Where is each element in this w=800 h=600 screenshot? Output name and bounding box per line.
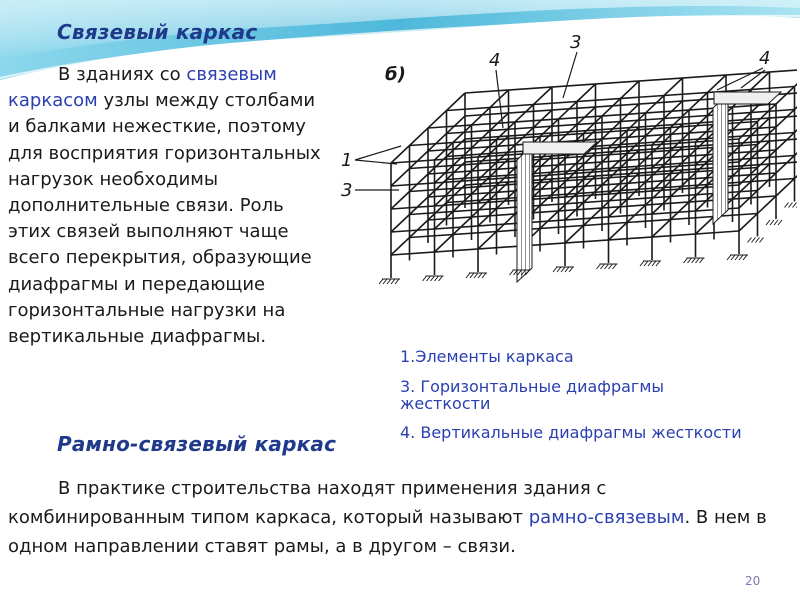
ground-hatch: [656, 261, 660, 266]
ground-hatch: [510, 270, 514, 275]
ground-hatch: [652, 261, 656, 266]
ground-hatch: [743, 255, 747, 260]
ground-hatch: [766, 220, 770, 225]
legend-item-horizontal-diaphragms-text: 3. Горизонтальные диафрагмы жесткости: [400, 377, 665, 413]
body-paragraph-1: [8, 62, 330, 350]
ground-hatch: [395, 279, 399, 284]
ground-hatch: [778, 220, 782, 225]
ground-hatch: [756, 238, 760, 243]
term-link-svyazevyy-karkas: связевым каркасом: [8, 64, 277, 112]
ground-hatch: [688, 258, 692, 263]
ground-hatch: [731, 255, 735, 260]
ground-hatch: [613, 264, 617, 269]
ground-hatch: [727, 255, 731, 260]
ground-hatch: [466, 273, 470, 278]
callout-label-4-right: 4: [759, 48, 771, 69]
ground-hatch: [561, 267, 565, 272]
ground-hatch: [684, 258, 688, 263]
ground-hatch: [379, 279, 383, 284]
ground-hatch: [423, 276, 427, 281]
legend-item-vertical-diaphragms-text: 4. Вертикальные диафрагмы жесткости: [400, 423, 742, 442]
ground-hatch: [735, 255, 739, 260]
ground-hatch: [478, 273, 482, 278]
term-link-ramno-svyazevyy: рамно-связевым: [528, 507, 685, 528]
ground-hatch: [597, 264, 601, 269]
ground-hatch: [692, 258, 696, 263]
ground-hatch: [482, 273, 486, 278]
ground-hatch: [700, 258, 704, 263]
ground-hatch: [601, 264, 605, 269]
ground-hatch: [565, 267, 569, 272]
legend-item-horizontal-diaphragms: [376, 378, 756, 412]
ground-hatch: [793, 203, 797, 208]
ground-hatch: [557, 267, 561, 272]
legend-item-vertical-diaphragms: [376, 424, 756, 441]
callout-label-3-top: 3: [570, 32, 582, 53]
ground-hatch: [648, 261, 652, 266]
callout-label-3-left: 3: [341, 180, 353, 201]
section-subtitle: Рамно-связевый каркас: [57, 432, 337, 456]
ground-hatch: [760, 238, 764, 243]
slide-title: Связевый каркас: [57, 20, 258, 44]
ground-hatch: [748, 238, 752, 243]
ground-hatch: [383, 279, 387, 284]
ground-hatch: [640, 261, 644, 266]
ground-hatch: [789, 203, 793, 208]
ground-hatch: [387, 279, 391, 284]
paragraph-1-intro: В зданиях со: [58, 64, 187, 85]
ground-hatch: [696, 258, 700, 263]
ground-hatch: [785, 203, 789, 208]
ground-hatch: [609, 264, 613, 269]
paragraph-2-body: . В нем в одном направлении ставят рамы, а в другом – связи.: [8, 507, 767, 557]
frame-diagram: [333, 28, 797, 336]
paragraph-1-body: узлы между столбами и балками нежесткие, поэтому для восприятия горизонтальных нагрузок необходимы дополнительные связи. Роль этих связей выполняют чаще всего перекрытия, образующие диафрагмы и передающие горизонтальные нагрузки на вертикальные диафрагмы.: [8, 90, 321, 348]
ground-hatch: [644, 261, 648, 266]
ground-hatch: [739, 255, 743, 260]
legend-item-frame-elements: 1.Элементы каркаса: [400, 347, 574, 366]
figure-panel-label: б): [385, 64, 406, 85]
ground-hatch: [470, 273, 474, 278]
ground-hatch: [797, 203, 798, 208]
ground-hatch: [752, 238, 756, 243]
ground-hatch: [774, 220, 778, 225]
page-number: 20: [745, 574, 761, 588]
callout-label-1: 1: [341, 150, 353, 171]
ground-hatch: [431, 276, 435, 281]
ground-hatch: [569, 267, 573, 272]
ground-hatch: [427, 276, 431, 281]
callout-label-4-left: 4: [489, 50, 501, 71]
ground-hatch: [439, 276, 443, 281]
ground-hatch: [553, 267, 557, 272]
body-paragraph-2: [8, 474, 778, 561]
paragraph-2-intro: В практике строительства находят применения здания с комбинированным типом каркаса, который называют: [8, 478, 607, 528]
ground-hatch: [435, 276, 439, 281]
ground-hatch: [770, 220, 774, 225]
ground-hatch: [474, 273, 478, 278]
ground-hatch: [605, 264, 609, 269]
ground-hatch: [391, 279, 395, 284]
